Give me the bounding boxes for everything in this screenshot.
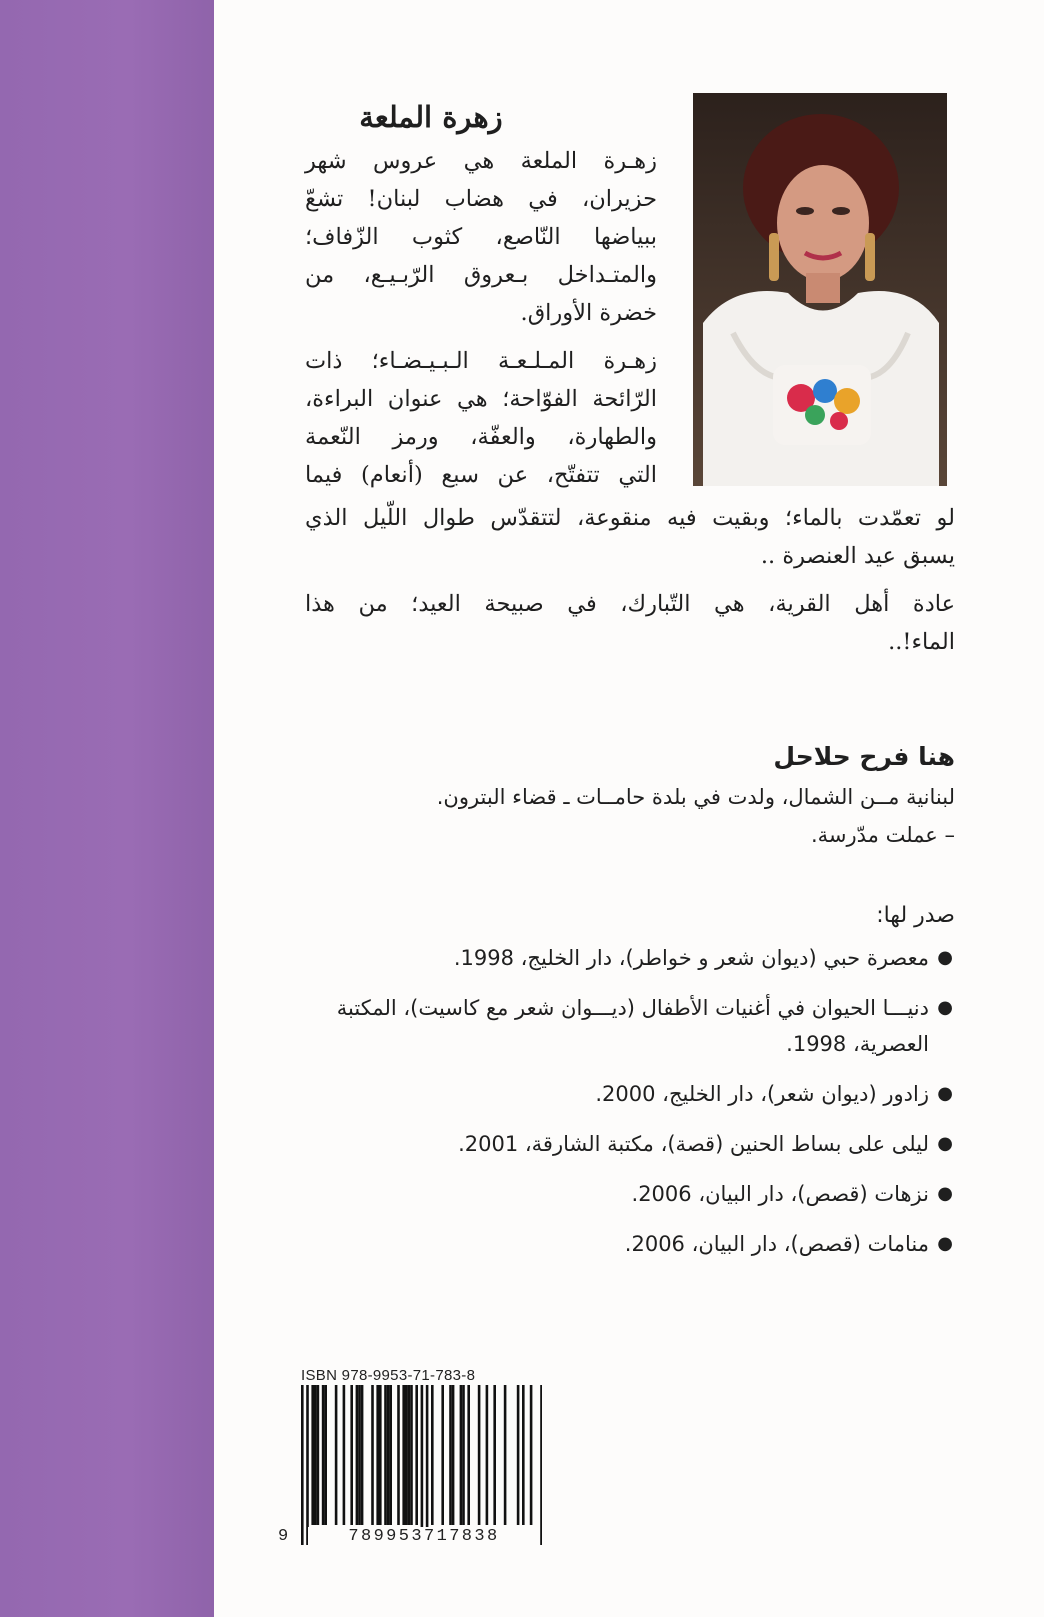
barcode-bar (504, 1385, 507, 1525)
barcode-bar (517, 1385, 520, 1525)
barcode-bar (397, 1385, 400, 1525)
barcode-digits: 789953717838 (308, 1527, 540, 1546)
barcode-bar (376, 1385, 379, 1525)
barcode-bar (350, 1385, 353, 1525)
barcode-bar (314, 1385, 317, 1525)
barcode-bar (421, 1385, 424, 1545)
barcode-bar (335, 1385, 338, 1525)
barcode-bar (462, 1385, 465, 1525)
work-item (305, 1226, 955, 1262)
bullet-icon: ● (937, 1183, 953, 1204)
bullet-icon: ● (937, 947, 953, 968)
works-heading: صدر لها: (876, 903, 955, 928)
author-bio-line: لبنانية مــن الشمال، ولدت في بلدة حامــات ـ قضاء البترون. (436, 785, 955, 809)
barcode-bar (467, 1385, 470, 1525)
work-title: نزهات (قصص)، دار البيان، 2006. (631, 1182, 929, 1206)
poem-line: زهـرة الملعة هي عروس شهر (305, 148, 657, 174)
barcode-bar (540, 1385, 542, 1545)
work-title: معصرة حبي (ديوان شعر و خواطر)، دار الخليج، 1998. (453, 946, 929, 970)
barcode-bar (405, 1385, 408, 1525)
barcode-bar (322, 1385, 325, 1525)
barcode-bar (460, 1385, 463, 1525)
barcode-bar (379, 1385, 382, 1525)
poem-line: والطهارة، والعفّة، ورمز النّعمة (305, 424, 657, 450)
poem-line: حزيران، في هضاب لبنان! تشعّ (305, 186, 657, 212)
barcode-bar (389, 1385, 392, 1525)
poem-title: زهرة الملعة (359, 100, 503, 134)
barcode-bar (324, 1385, 327, 1525)
barcode-bar (415, 1385, 418, 1525)
work-item (305, 1076, 955, 1112)
barcode-bar (358, 1385, 361, 1525)
poem-line: خضرة الأوراق. (520, 300, 657, 326)
barcode-bar (408, 1385, 411, 1525)
bullet-icon: ● (937, 997, 953, 1018)
barcode-bar (410, 1385, 413, 1525)
barcode-bar (387, 1385, 390, 1525)
poem-line: الرّائحة الفوّاحة؛ هي عنوان البراءة، (305, 386, 657, 412)
bullet-icon: ● (937, 1133, 953, 1154)
barcode-bar (361, 1385, 364, 1525)
bullet-icon: ● (937, 1233, 953, 1254)
works-list (305, 940, 955, 1276)
author-bio-line: – عملت مدّرسة. (810, 823, 955, 847)
barcode (276, 1385, 542, 1550)
barcode-bar (343, 1385, 346, 1525)
poem-line: التي تتفتّح، عن سبع (أنعام) فيما (305, 462, 657, 488)
barcode-bar (306, 1385, 309, 1545)
work-title: دنيـــا الحيوان في أغنيات الأطفال (ديـــوان شعر مع كاسيت)، المكتبة العصرية، 1998. (336, 996, 929, 1056)
work-title: منامات (قصص)، دار البيان، 2006. (624, 1232, 929, 1256)
barcode-bar (522, 1385, 525, 1525)
poem-line: يسبق عيد العنصرة .. (760, 543, 955, 569)
barcode-bar (356, 1385, 359, 1525)
barcode-bar (431, 1385, 434, 1525)
barcode-bar (478, 1385, 481, 1525)
work-item (305, 1126, 955, 1162)
work-item (305, 940, 955, 976)
work-title: زادور (ديوان شعر)، دار الخليج، 2000. (595, 1082, 929, 1106)
barcode-bar (384, 1385, 387, 1525)
isbn-label: ISBN 978-9953-71-783-8 (301, 1367, 476, 1384)
author-name: هنا فرح حلاحل (773, 742, 955, 771)
barcode-bar (486, 1385, 489, 1525)
purple-spine (0, 0, 214, 1617)
poem-line: زهـرة المـلـعـة الـبـيـضـاء؛ ذات (305, 348, 657, 374)
barcode-bar (449, 1385, 452, 1525)
author-portrait (693, 93, 947, 486)
poem-line: ببياضها النّاصع، كثوب الزّفاف؛ (305, 224, 657, 250)
work-item (305, 990, 955, 1062)
bullet-icon: ● (937, 1083, 953, 1104)
barcode-bar (441, 1385, 444, 1525)
barcode-bar (317, 1385, 320, 1525)
barcode-bar (493, 1385, 496, 1525)
barcode-bar (402, 1385, 405, 1525)
barcode-bar (311, 1385, 314, 1525)
barcode-bar (530, 1385, 533, 1525)
barcode-lead-digit: 9 (278, 1527, 289, 1546)
barcode-bar (301, 1385, 304, 1545)
poem-line: والمتـداخل بـعروق الرّبـيـع، من (305, 262, 657, 288)
poem-line: الماء!.. (888, 629, 955, 655)
barcode-bar (371, 1385, 374, 1525)
work-item (305, 1176, 955, 1212)
barcode-bar (426, 1385, 429, 1545)
work-title: ليلى على بساط الحنين (قصة)، مكتبة الشارقة، 2001. (458, 1132, 929, 1156)
barcode-bar (452, 1385, 455, 1525)
poem-line: لو تعمّدت بالماء؛ وبقيت فيه منقوعة، لتتقدّس طوال اللّيل الذي (305, 505, 955, 531)
poem-line: عادة أهل القرية، هي التّبارك، في صبيحة العيد؛ من هذا (305, 591, 955, 617)
